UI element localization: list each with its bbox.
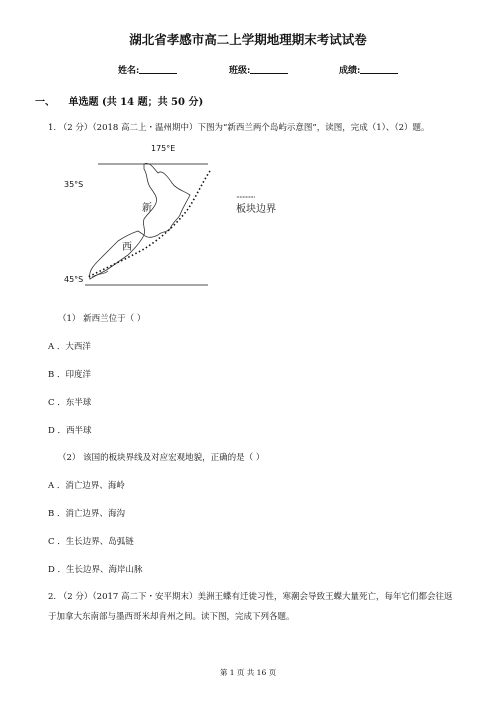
class-field (229, 63, 288, 76)
score-field (339, 63, 398, 76)
exam-title: 湖北省孝感市高二上学期地理期末考试试卷 (129, 32, 367, 47)
page-footer: 第 1 页 共 16 页 (219, 668, 277, 677)
subquestion-2-stem: （2） 该国的板块界线及对应宏观地貌，正确的是（ ） (58, 453, 265, 463)
question-1-stem: 1. （2 分）（2018 高二上・温州期中）下图为“新西兰两个岛屿示意图”，读图，完成（1）、（2）题。 (48, 123, 430, 133)
sub2-option-d[interactable]: D ．生长边界、海岸山脉 (48, 565, 143, 575)
section-title: 单选题 (共 14 题；共 50 分) (68, 97, 204, 108)
subquestion-1-stem: （1） 新西兰位于（ ） (58, 314, 146, 324)
island-label-south: 西 (122, 242, 132, 253)
class-label: 班级: (229, 66, 251, 76)
latitude-label-bottom: 45°S (64, 275, 84, 284)
class-blank (250, 65, 288, 74)
south-island-outline (90, 231, 144, 279)
sub1-option-d[interactable]: D ．西半球 (48, 426, 92, 436)
island-label-north: 新 (142, 203, 152, 214)
name-blank (139, 65, 177, 74)
sub1-option-b[interactable]: B ．印度洋 (48, 370, 91, 380)
name-label: 姓名: (118, 66, 140, 76)
plate-boundary-line (88, 171, 210, 277)
section-number: 一、 (35, 97, 55, 108)
question-2-line-1: 2. （2 分）（2017 高二下・安平期末）美洲王蝶有迁徙习性，寒潮会导致王蝶大量死亡，每年它们都会往返 (48, 592, 453, 602)
sub2-option-a[interactable]: A ．消亡边界、海岭 (48, 481, 125, 491)
question-2-line-2: 于加拿大东南部与墨西哥米却肯州之间。读下图，完成下列各题。 (48, 612, 295, 622)
sub1-option-a[interactable]: A ．大西洋 (48, 342, 91, 352)
section-heading (35, 93, 203, 108)
latitude-label-top: 35°S (64, 180, 84, 189)
legend-label: 板块边界 (236, 204, 276, 215)
sub1-option-c[interactable]: C ．东半球 (48, 398, 92, 408)
legend-dots: ············ (236, 193, 255, 202)
score-blank (360, 65, 398, 74)
score-label: 成绩: (339, 66, 361, 76)
sub2-option-b[interactable]: B ．消亡边界、海沟 (48, 509, 125, 519)
sub2-option-c[interactable]: C ．生长边界、岛弧链 (48, 537, 134, 547)
north-island-outline (143, 163, 190, 237)
new-zealand-map (58, 139, 288, 299)
name-field (118, 63, 177, 76)
longitude-label: 175°E (151, 144, 176, 153)
